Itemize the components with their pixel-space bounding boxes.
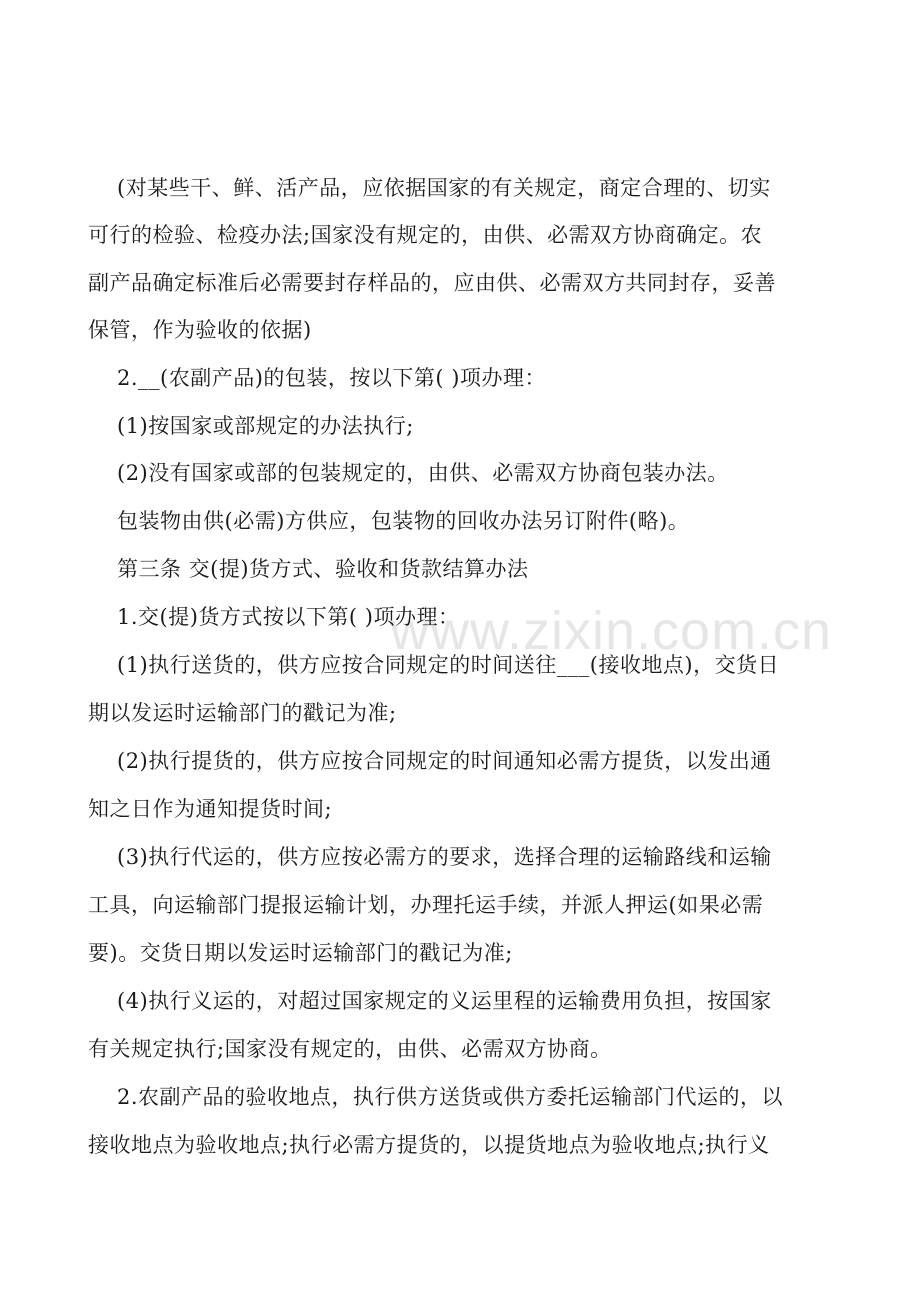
paragraph-line: (4)执行义运的，对超过国家规定的义运里程的运输费用负担，按国家: [117, 989, 772, 1013]
paragraph-line: 1.交(提)货方式按以下第( )项办理：: [117, 605, 460, 629]
paragraph-line: (2)执行提货的，供方应按合同规定的时间通知必需方提货，以发出通: [117, 749, 772, 773]
paragraph-line: 2.农副产品的验收地点，执行供方送货或供方委托运输部门代运的，以: [117, 1085, 784, 1109]
paragraph-line: 可行的检验、检疫办法;国家没有规定的，由供、必需双方协商确定。农: [88, 223, 763, 247]
watermark: www.zixin.com.cn: [390, 601, 833, 661]
paragraph-line: 有关规定执行;国家没有规定的，由供、必需双方协商。: [88, 1037, 612, 1061]
paragraph-line: 要)。交货日期以发运时运输部门的戳记为准;: [88, 941, 513, 965]
paragraph-line: (1)按国家或部规定的办法执行;: [117, 414, 414, 438]
paragraph-line: 保管，作为验收的依据): [88, 318, 312, 342]
paragraph-line: (2)没有国家或部的包装规定的，由供、必需双方协商包装办法。: [117, 461, 729, 485]
paragraph-line: 期以发运时运输部门的戳记为准;: [88, 701, 397, 725]
section-heading: 第三条 交(提)货方式、验收和货款结算办法: [117, 557, 529, 581]
paragraph-line: (1)执行送货的，供方应按合同规定的时间送往___(接收地点)，交货日: [117, 653, 780, 677]
paragraph-line: 副产品确定标准后必需要封存样品的，应由供、必需双方共同封存，妥善: [88, 271, 776, 295]
paragraph-line: 接收地点为验收地点;执行必需方提货的，以提货地点为验收地点;执行义: [88, 1133, 770, 1157]
paragraph-line: 知之日作为通知提货时间;: [88, 797, 333, 821]
paragraph-line: (3)执行代运的，供方应按必需方的要求，选择合理的运输路线和运输: [117, 845, 772, 869]
paragraph-line: 工具，向运输部门提报运输计划，办理托运手续，并派人押运(如果必需: [88, 893, 764, 917]
paragraph-line: 2.__(农副产品)的包装，按以下第( )项办理：: [117, 366, 546, 390]
paragraph-line: (对某些干、鲜、活产品，应依据国家的有关规定，商定合理的、切实: [117, 176, 771, 200]
paragraph-line: 包装物由供(必需)方供应，包装物的回收办法另订附件(略)。: [117, 509, 690, 533]
